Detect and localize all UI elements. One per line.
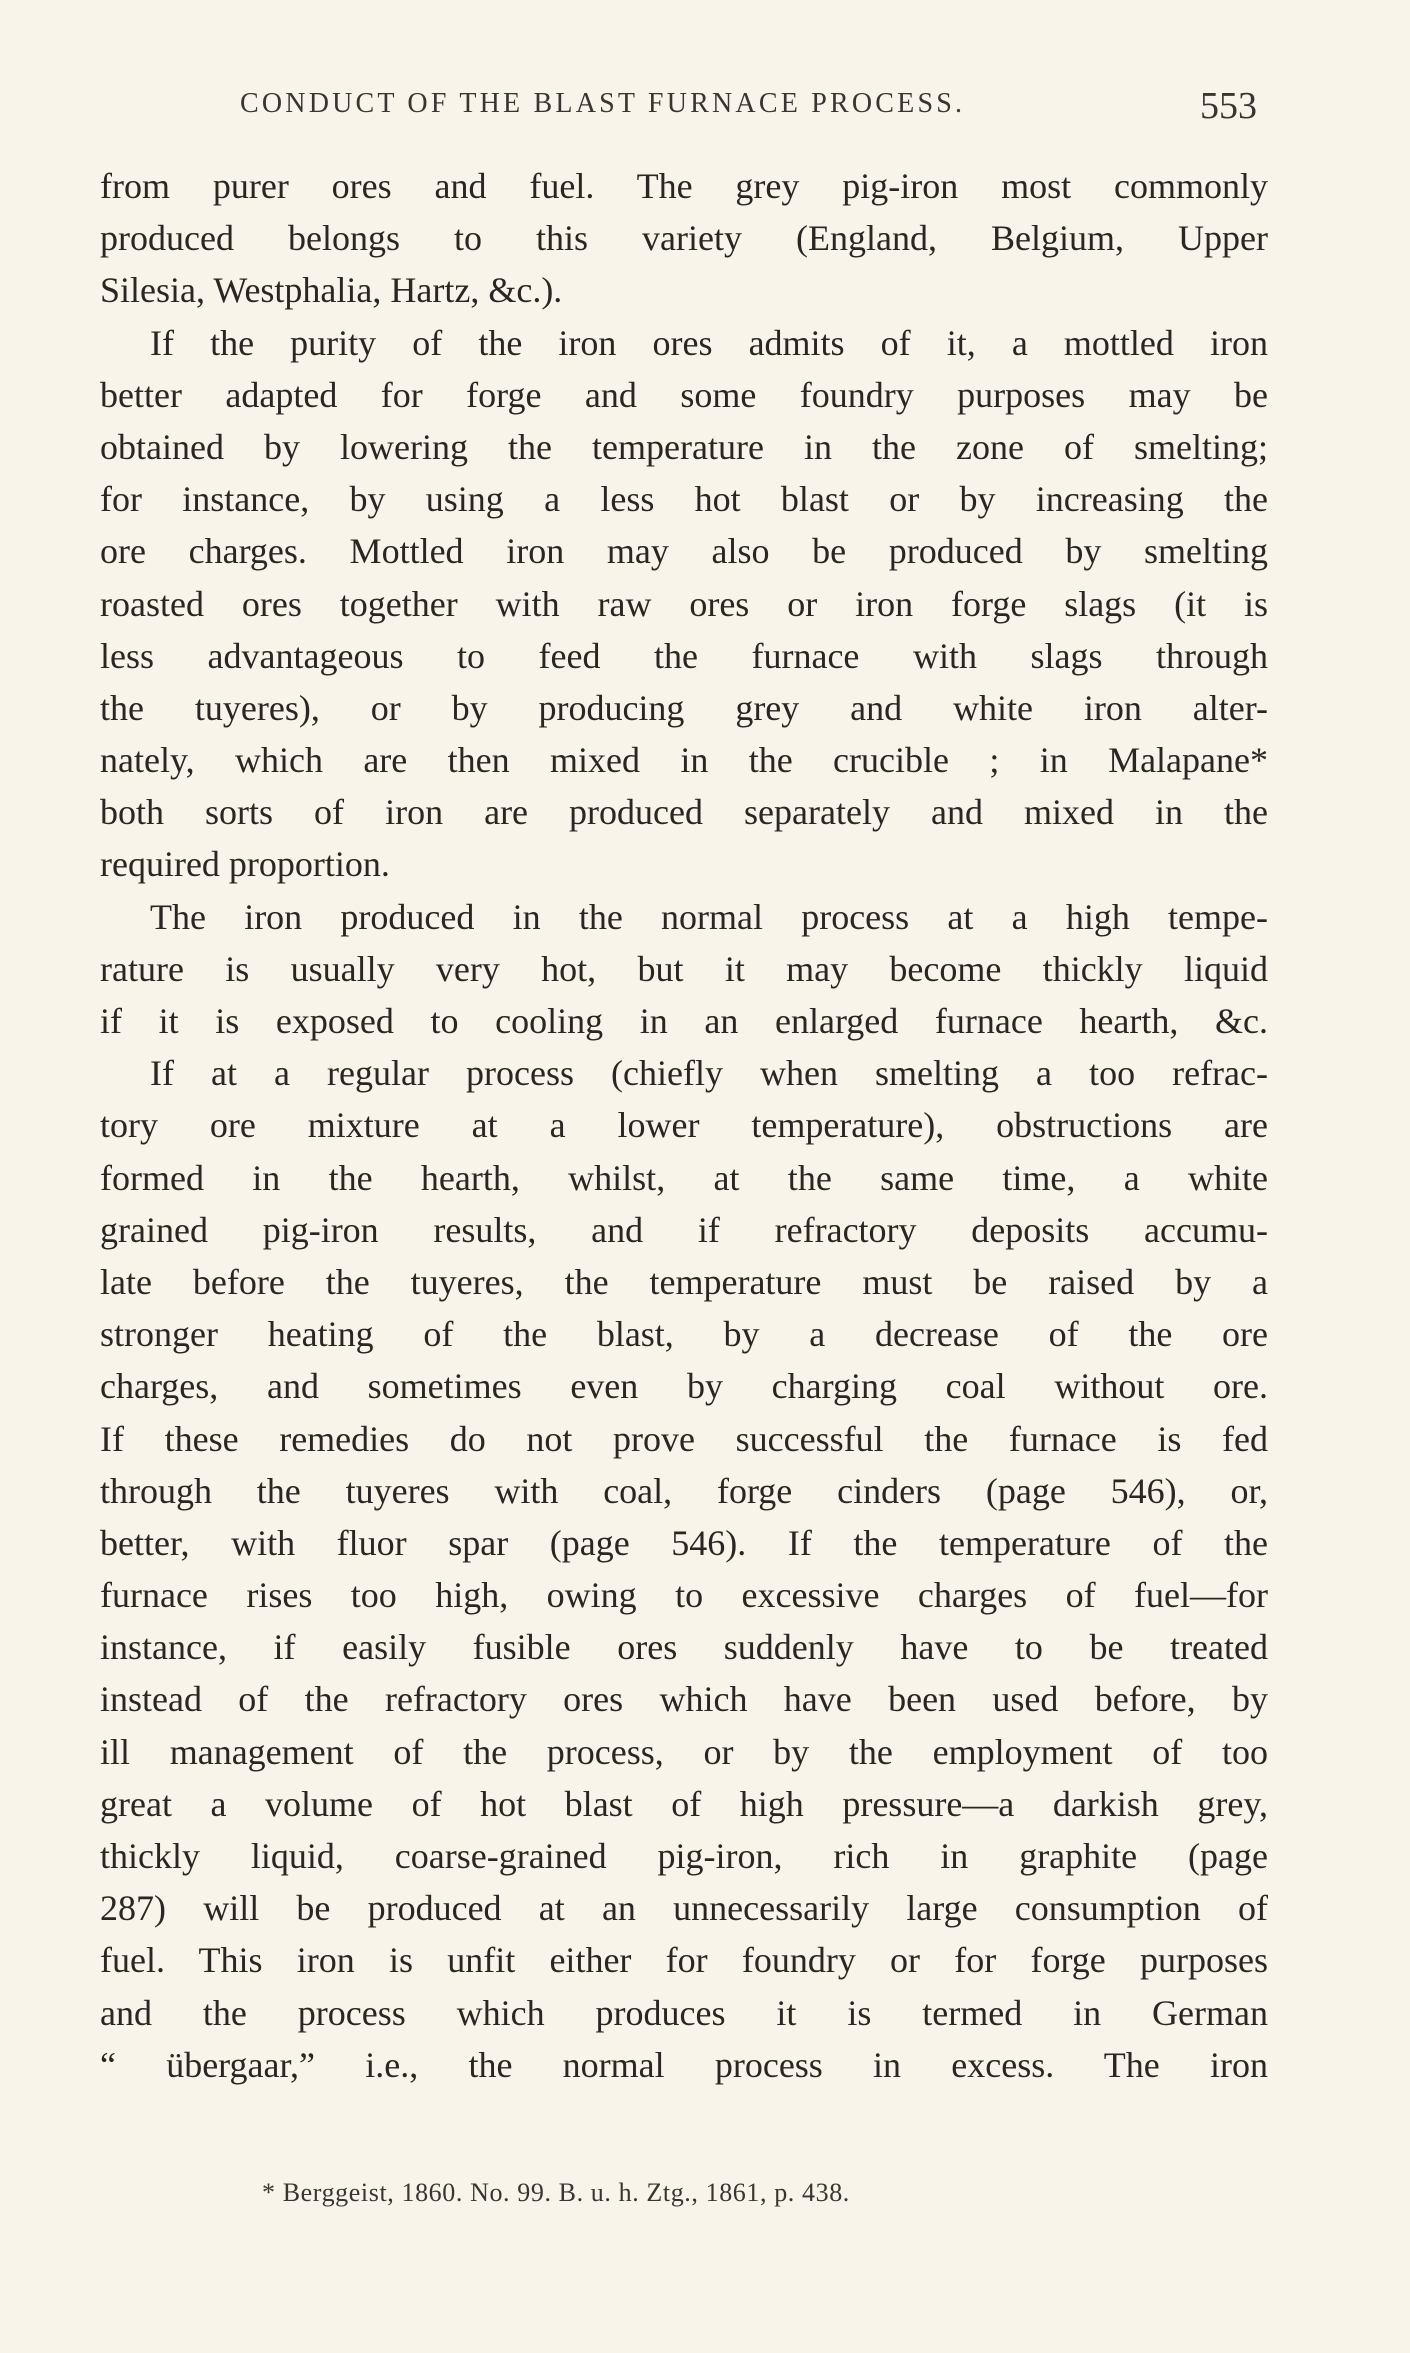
text-line: great a volume of hot blast of high pressure—a darkish grey, [100, 1783, 1268, 1824]
text-line: instance, if easily fusible ores suddenly have to be treated [100, 1627, 1268, 1668]
text-line: rature is usually very hot, but it may become thickly liquid [100, 948, 1268, 989]
footnote: * Berggeist, 1860. No. 99. B. u. h. Ztg., 1861, p. 438. [262, 2178, 850, 2207]
text-line: required proportion. [100, 844, 390, 885]
text-line: and the process which produces it is termed in German [100, 1992, 1268, 2033]
text-line: instead of the refractory ores which have been used before, by [100, 1679, 1268, 1720]
text-line: from purer ores and fuel. The grey pig-iron most commonly [100, 166, 1268, 206]
text-line: both sorts of iron are produced separately and mixed in the [100, 792, 1268, 833]
text-line: produced belongs to this variety (England, Belgium, Upper [100, 218, 1268, 259]
text-line: better adapted for forge and some foundry purposes may be [100, 374, 1268, 415]
text-line: less advantageous to feed the furnace with slags through [100, 635, 1268, 676]
text-line: ore charges. Mottled iron may also be produced by smelting [100, 531, 1268, 572]
text-line: grained pig-iron results, and if refractory deposits accumu- [100, 1209, 1268, 1250]
running-head-title: CONDUCT OF THE BLAST FURNACE PROCESS. [240, 88, 966, 119]
text-line: for instance, by using a less hot blast or by increasing the [100, 479, 1268, 520]
body-text [100, 160, 1268, 2091]
text-line: charges, and sometimes even by charging coal without ore. [100, 1366, 1268, 1407]
text-line: The iron produced in the normal process at a high tempe- [150, 896, 1268, 937]
text-line: stronger heating of the blast, by a decrease of the ore [100, 1314, 1268, 1355]
text-line: obtained by lowering the temperature in the zone of smelting; [100, 426, 1268, 467]
text-line: ill management of the process, or by the employment of too [100, 1731, 1268, 1772]
text-line: furnace rises too high, owing to excessive charges of fuel—for [100, 1575, 1268, 1616]
text-line: Silesia, Westphalia, Hartz, &c.). [100, 270, 563, 311]
page-number: 553 [1200, 85, 1257, 127]
text-line: nately, which are then mixed in the crucible ; in Malapane* [100, 740, 1268, 781]
text-line: fuel. This iron is unfit either for foundry or for forge purposes [100, 1940, 1268, 1981]
text-line: thickly liquid, coarse-grained pig-iron, rich in graphite (page [100, 1836, 1268, 1876]
text-line: tory ore mixture at a lower temperature), obstructions are [100, 1105, 1268, 1146]
text-line: the tuyeres), or by producing grey and white iron alter- [100, 687, 1268, 728]
text-line: formed in the hearth, whilst, at the same time, a white [100, 1157, 1268, 1198]
text-line: If at a regular process (chiefly when smelting a too refrac- [150, 1053, 1268, 1094]
text-line: If the purity of the iron ores admits of it, a mottled iron [150, 322, 1268, 363]
text-line: “ übergaar,” i.e., the normal process in excess. The iron [100, 2044, 1268, 2085]
text-line: through the tuyeres with coal, forge cinders (page 546), or, [100, 1470, 1268, 1511]
text-line: late before the tuyeres, the temperature must be raised by a [100, 1261, 1268, 1302]
text-line: if it is exposed to cooling in an enlarged furnace hearth, &c. [100, 1001, 1268, 1041]
text-line: If these remedies do not prove successful the furnace is fed [100, 1418, 1268, 1459]
text-line: roasted ores together with raw ores or iron forge slags (it is [100, 583, 1268, 624]
text-line: better, with fluor spar (page 546). If the temperature of the [100, 1522, 1268, 1563]
text-line: 287) will be produced at an unnecessarily large consumption of [100, 1888, 1268, 1929]
